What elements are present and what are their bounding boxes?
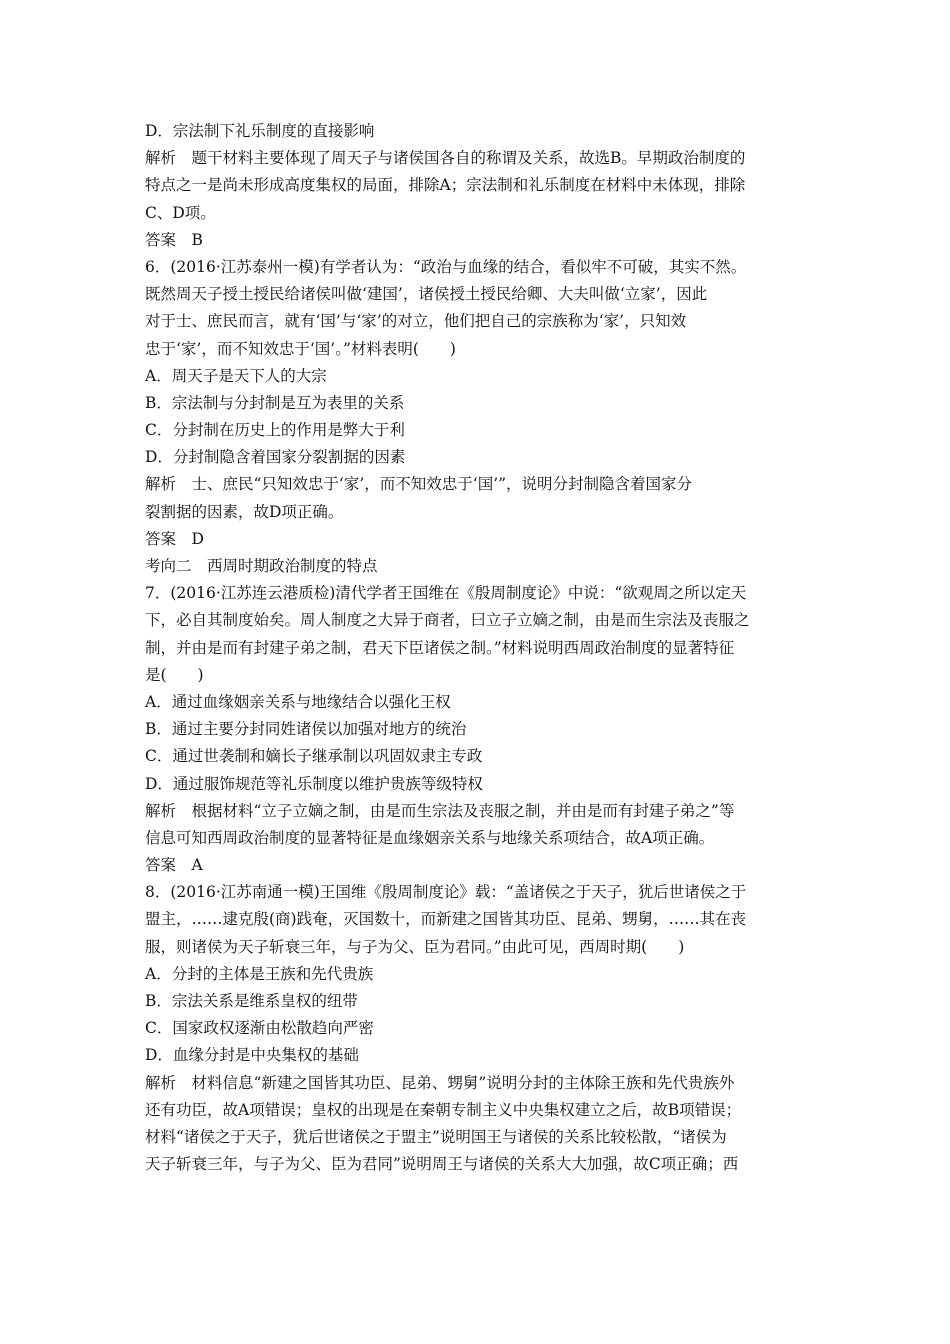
text-line: B．宗法关系是维系皇权的纽带 [145,992,358,1010]
text-line: 特点之一是尚未形成高度集权的局面，排除A；宗法制和礼乐制度在材料中未体现，排除 [145,176,746,195]
text-line: 答案 A [145,856,203,875]
text-line: D．宗法制下礼乐制度的直接影响 [145,122,375,140]
text-line: 解析 士、庶民“只知效忠于‘家’，而不知效忠于‘国’”，说明分封制隐含着国家分 [145,475,693,494]
text-line: C、D项。 [145,203,216,222]
text-line: C．通过世袭制和嫡长子继承制以巩固奴隶主专政 [145,747,483,766]
text-line: 制，并由是而有封建子弟之制，君天下臣诸侯之制。”材料说明西周政治制度的显著特征 [145,638,735,657]
text-line: 解析 材料信息“新建之国皆其功臣、昆弟、甥舅”说明分封的主体除王族和先代贵族外 [145,1073,735,1092]
text-line: 服，则诸侯为天子斩衰三年，与子为父、臣为君同。”由此可见，西周时期( ) [145,937,685,956]
text-line: 答案 B [145,230,203,249]
text-line: 7．(2016·江苏连云港质检)清代学者王国维在《殷周制度论》中说：“欲观周之所以定天 [145,584,747,603]
text-line: B．通过主要分封同姓诸侯以加强对地方的统治 [145,720,467,739]
text-line: A．周天子是天下人的大宗 [145,366,327,385]
text-line: D．血缘分封是中央集权的基础 [145,1046,359,1065]
text-line: 还有功臣，故A项错误；皇权的出现是在秦朝专制主义中央集权建立之后，故B项错误； [145,1100,742,1119]
document-body [145,118,815,1178]
text-line: 解析 题干材料主要体现了周天子与诸侯国各自的称谓及关系，故选B。早期政治制度的 [145,149,746,168]
text-line: 盟主，……逮克殷(商)践奄，灭国数十，而新建之国皆其功臣、昆弟、甥舅，……其在丧 [145,910,747,929]
text-line: D．分封制隐含着国家分裂割据的因素 [145,448,406,467]
text-line: A．分封的主体是王族和先代贵族 [145,964,374,983]
text-line: C．国家政权逐渐由松散趋向严密 [145,1019,374,1038]
text-line: 下，必自其制度始矣。周人制度之大异于商者，曰立子立嫡之制，由是而生宗法及丧服之 [145,611,750,630]
text-line: B．宗法制与分封制是互为表里的关系 [145,393,405,412]
text-line: 答案 D [145,529,204,548]
text-line: 解析 根据材料“立子立嫡之制，由是而生宗法及丧服之制，并由是而有封建子弟之”等 [145,801,735,820]
text-line: A．通过血缘姻亲关系与地缘结合以强化王权 [145,692,451,711]
text-line: 裂割据的因素，故D项正确。 [145,502,344,521]
text-line: 材料“诸侯之于天子，犹后世诸侯之于盟主”说明国王与诸侯的关系比较松散，“诸侯为 [145,1127,727,1146]
text-line: 既然周天子授土授民给诸侯叫做‘建国’，诸侯授土授民给卿、大夫叫做‘立家’，因此 [145,285,708,304]
text-line: C．分封制在历史上的作用是弊大于利 [145,421,405,440]
text-line: 信息可知西周政治制度的显著特征是血缘姻亲关系与地缘关系项结合，故A项正确。 [145,828,715,847]
text-line: 对于士、庶民而言，就有‘国’与‘家’的对立，他们把自己的宗族称为‘家’，只知效 [145,312,687,331]
text-line: 忠于‘家’，而不知效忠于‘国’。”材料表明( ) [145,339,456,358]
text-line: 天子斩衰三年，与子为父、臣为君同”说明周王与诸侯的关系大大加强，故C项正确；西 [145,1155,739,1174]
text-line: 是( ) [145,665,204,684]
text-line: 6．(2016·江苏泰州一模)有学者认为：“政治与血缘的结合，看似牢不可破，其实不然。 [145,257,747,276]
text-line: 考向二 西周时期政治制度的特点 [145,557,378,575]
text-line: D．通过服饰规范等礼乐制度以维护贵族等级特权 [145,774,483,793]
text-line: 8．(2016·江苏南通一模)王国维《殷周制度论》载：“盖诸侯之于天子，犹后世诸侯之于 [145,883,747,902]
